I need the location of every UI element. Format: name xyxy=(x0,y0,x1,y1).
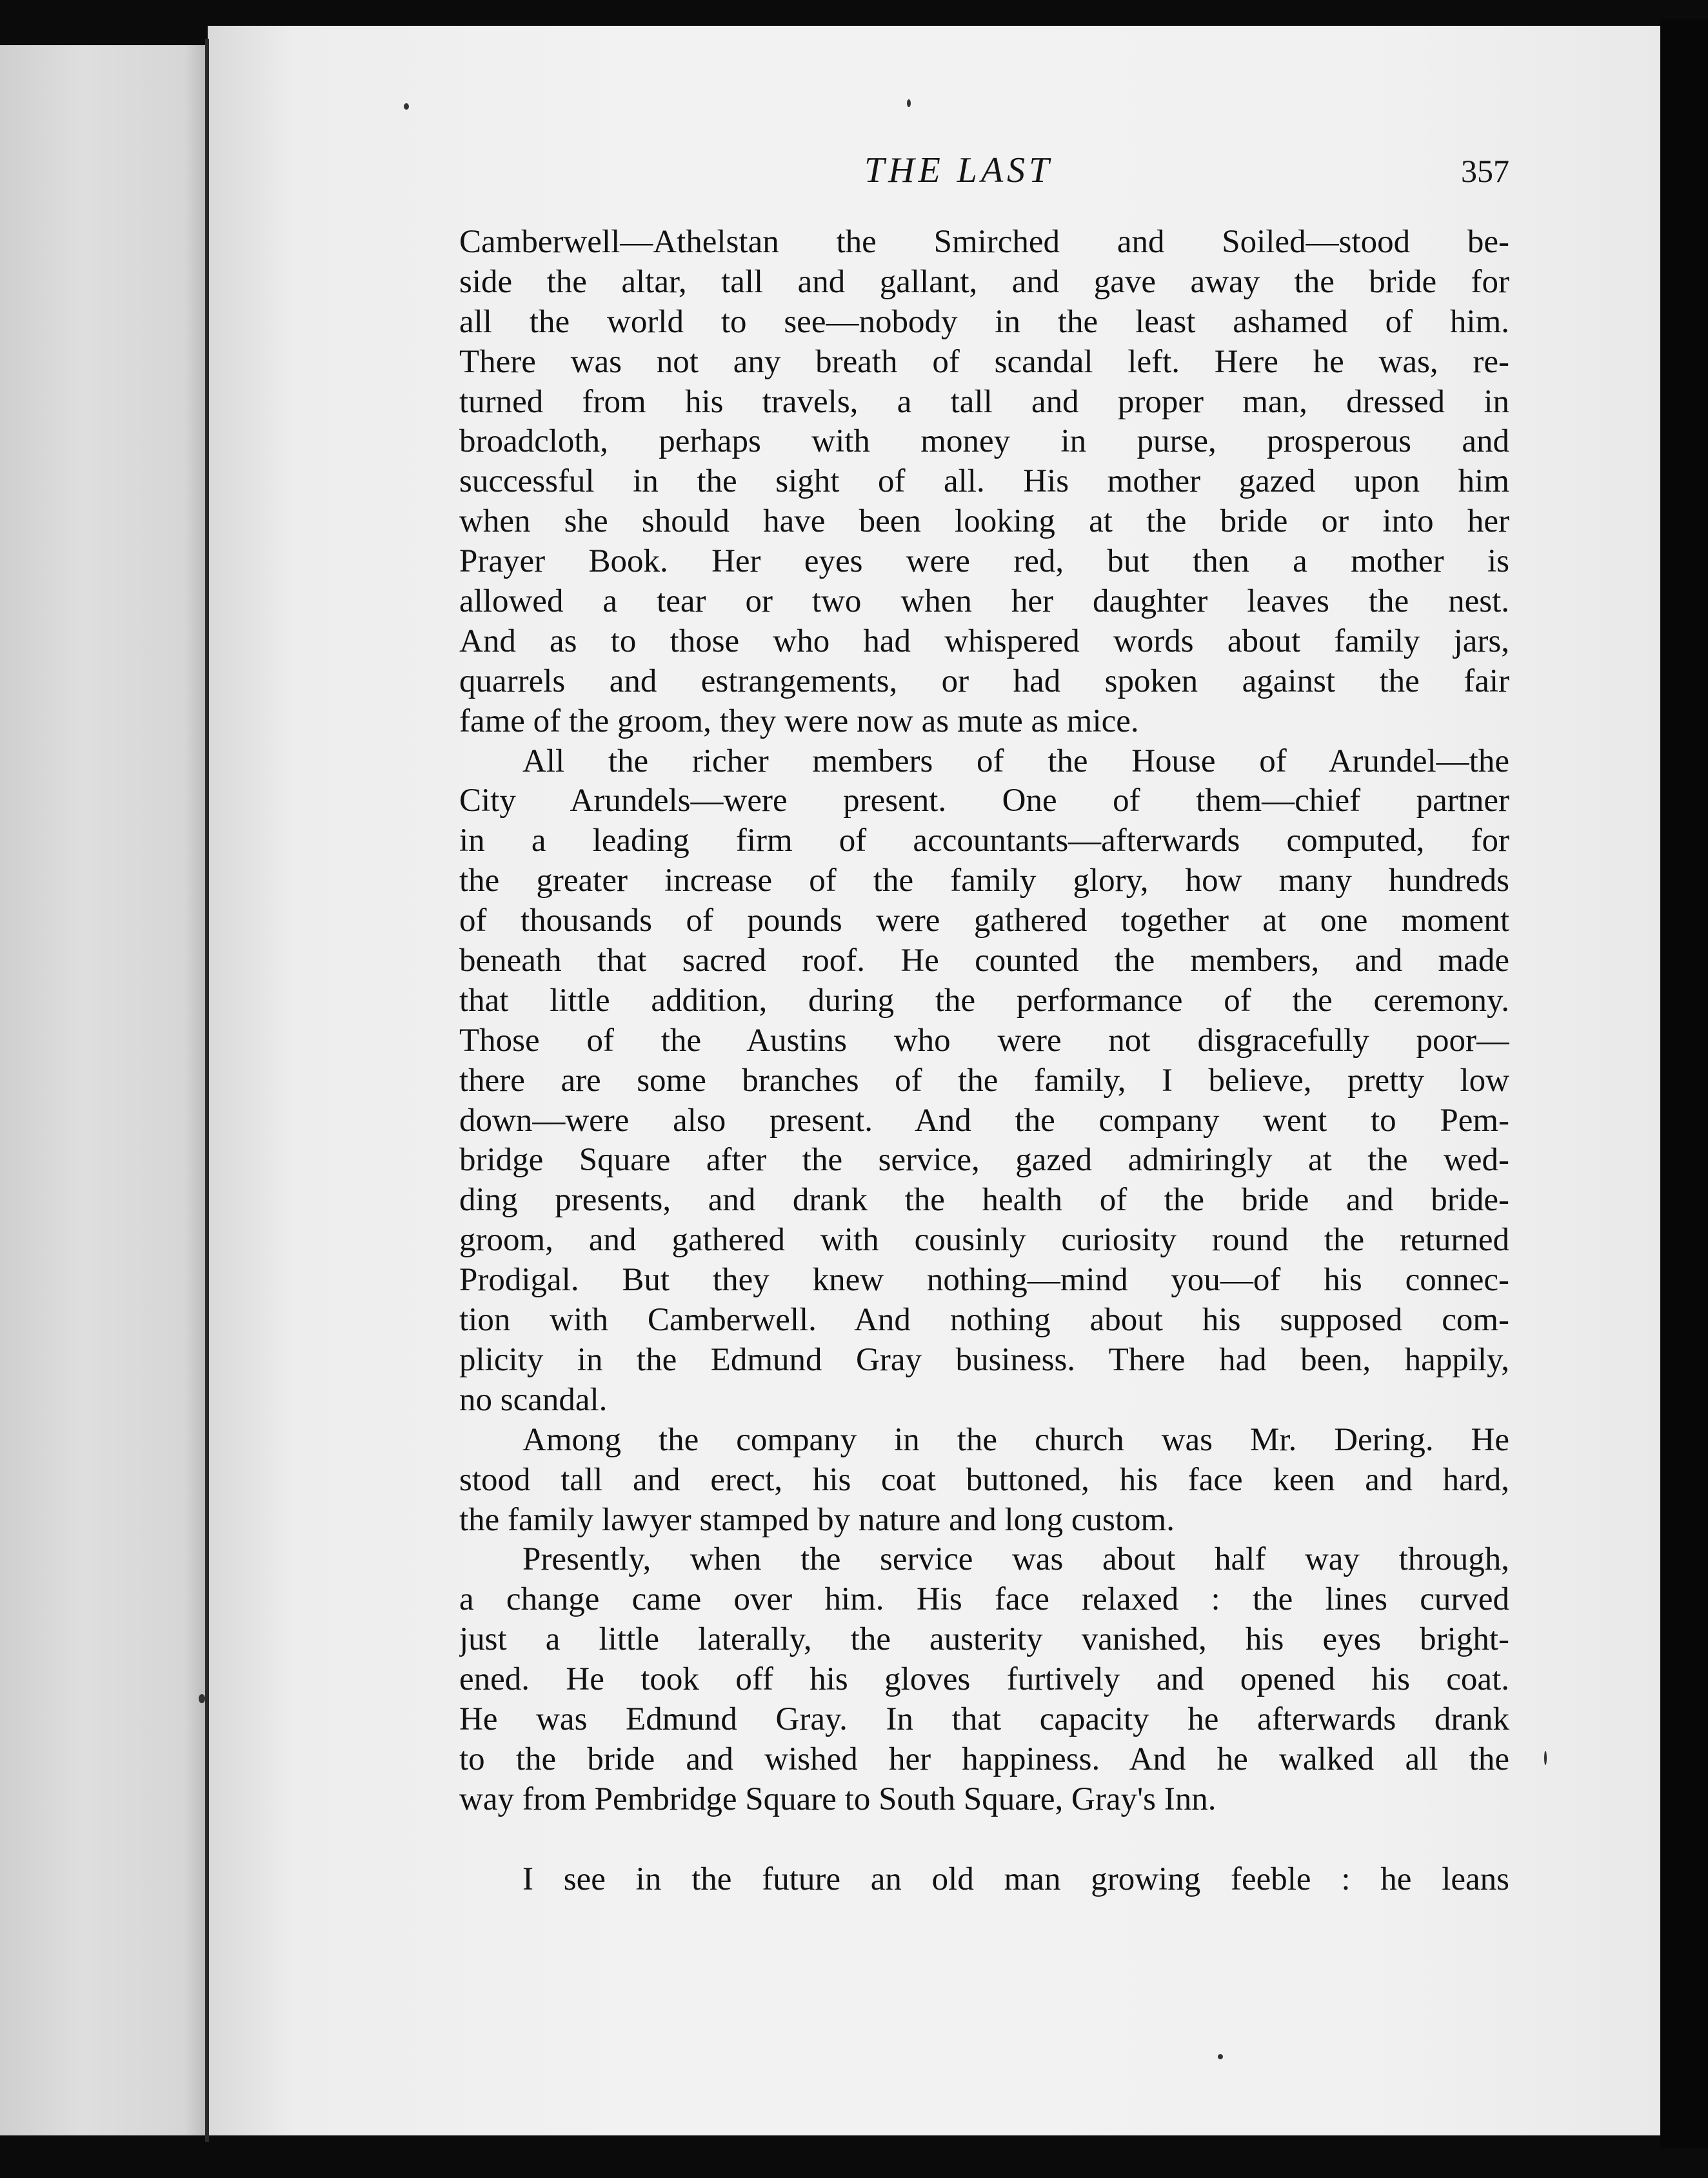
text-line: the family lawyer stamped by nature and long custom. xyxy=(459,1501,1175,1538)
text-line: way from Pembridge Square to South Square, Gray's Inn. xyxy=(459,1781,1216,1817)
text-line: tion with Camberwell. And nothing about his supposed com- xyxy=(459,1302,1509,1339)
scan-border xyxy=(1660,19,1708,2148)
text-line: quarrels and estrangements, or had spoken against the fair xyxy=(459,663,1509,699)
text-line: He was Edmund Gray. In that capacity he afterwards drank xyxy=(459,1701,1509,1737)
text-line: Prodigal. But they knew nothing—mind you—of his connec- xyxy=(459,1262,1509,1299)
text-line: ding presents, and drank the health of the bride and bride- xyxy=(459,1182,1509,1219)
text-line: fame of the groom, they were now as mute as mice. xyxy=(459,703,1139,739)
text-line: Camberwell—Athelstan the Smirched and Soiled—stood be- xyxy=(459,224,1509,260)
running-title: THE LAST xyxy=(864,150,1053,190)
book-gutter xyxy=(205,39,209,2142)
text-line: ened. He took off his gloves furtively and opened his coat. xyxy=(459,1661,1509,1698)
page-header xyxy=(452,150,1509,208)
text-line: All the richer members of the House of Arundel—the xyxy=(522,743,1509,779)
text-line: Prayer Book. Her eyes were red, but then a mother is xyxy=(459,543,1509,580)
text-line: groom, and gathered with cousinly curiosity round the returned xyxy=(459,1222,1509,1259)
text-line: There was not any breath of scandal left. Here he was, re- xyxy=(459,343,1509,380)
text-line: Among the company in the church was Mr. Dering. He xyxy=(522,1421,1509,1458)
text-line: down—were also present. And the company went to Pem- xyxy=(459,1102,1509,1139)
text-line: bridge Square after the service, gazed admiringly at the wed- xyxy=(459,1142,1509,1179)
text-line: in a leading firm of accountants—afterwards computed, for xyxy=(459,823,1509,859)
page-number: 357 xyxy=(1461,153,1509,189)
text-line: no scandal. xyxy=(459,1381,608,1418)
text-line: beneath that sacred roof. He counted the members, and made xyxy=(459,943,1509,979)
text-line: And as to those who had whispered words about family jars, xyxy=(459,623,1509,659)
text-line: just a little laterally, the austerity vanished, his eyes bright- xyxy=(459,1621,1509,1658)
text-line: stood tall and erect, his coat buttoned, his face keen and hard, xyxy=(459,1461,1509,1498)
text-line: side the altar, tall and gallant, and gave away the bride for xyxy=(459,263,1509,300)
text-line: City Arundels—were present. One of them—chief partner xyxy=(459,783,1509,819)
text-line: to the bride and wished her happiness. And he walked all the xyxy=(459,1741,1509,1777)
text-line: the greater increase of the family glory, how many hundreds xyxy=(459,863,1509,899)
text-line: Presently, when the service was about half way through, xyxy=(522,1541,1509,1578)
text-line: allowed a tear or two when her daughter leaves the nest. xyxy=(459,583,1509,620)
scan-speck xyxy=(404,103,409,110)
text-line: Those of the Austins who were not disgracefully poor— xyxy=(459,1022,1509,1059)
scan-speck xyxy=(199,1694,205,1703)
text-line: of thousands of pounds were gathered together at one moment xyxy=(459,903,1509,939)
text-line: successful in the sight of all. His mother gazed upon him xyxy=(459,463,1509,500)
scan-speck xyxy=(907,99,911,107)
text-line: I see in the future an old man growing feeble : he leans xyxy=(522,1861,1509,1897)
section-break xyxy=(459,1820,1509,1860)
text-line: when she should have been looking at the bride or into her xyxy=(459,503,1509,540)
scan-speck xyxy=(1544,1751,1547,1765)
text-line: that little addition, during the performance of the ceremony. xyxy=(459,982,1509,1019)
facing-page-edge xyxy=(0,45,205,2135)
body-text xyxy=(459,223,1509,1900)
scan-speck xyxy=(1218,2054,1223,2059)
text-line: turned from his travels, a tall and proper man, dressed in xyxy=(459,383,1509,420)
text-line: all the world to see—nobody in the least ashamed of him. xyxy=(459,303,1509,340)
text-line: a change came over him. His face relaxed : the lines curved xyxy=(459,1581,1509,1618)
text-line: broadcloth, perhaps with money in purse, prosperous and xyxy=(459,423,1509,460)
text-line: there are some branches of the family, I believe, pretty low xyxy=(459,1062,1509,1099)
text-line: plicity in the Edmund Gray business. There had been, happily, xyxy=(459,1341,1509,1378)
